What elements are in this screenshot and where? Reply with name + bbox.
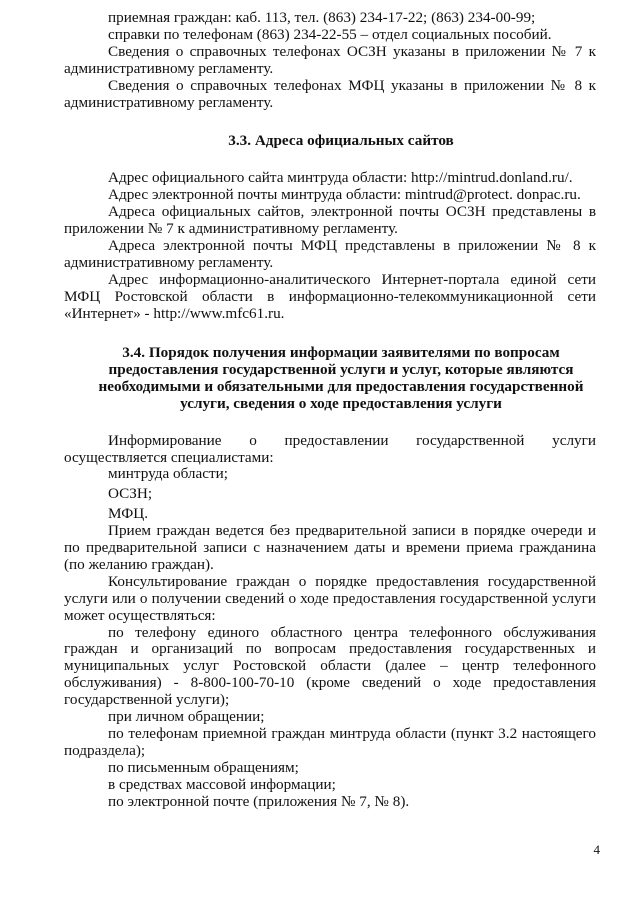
specialist-item-mintrud: минтруда области; — [108, 465, 228, 483]
consult-item-email: по электронной почте (приложения № 7, № 8). — [108, 792, 410, 810]
page-number: 4 — [593, 842, 600, 857]
mfc-email-paragraph: Адреса электронной почты МФЦ представлены в приложении № 8 к административному регламенту. — [64, 237, 596, 271]
consult-item-personal: при личном обращении; — [108, 708, 265, 726]
inquiries-line: справки по телефонам (863) 234-22-55 – отдел социальных пособий. — [108, 25, 552, 43]
reception-paragraph: Прием граждан ведется без предварительной записи в порядке очереди и по предварительной записи с назначением даты и времени приема гражданина (по желанию граждан). — [64, 522, 596, 573]
specialist-item-oszn: ОСЗН; — [108, 485, 153, 503]
official-site-paragraph: Адрес официального сайта минтруда области: http://mintrud.donland.ru/. — [108, 169, 573, 187]
email-paragraph: Адрес электронной почты минтруда области: mintrud@protect. donpac.ru. — [108, 186, 581, 204]
section-3-4-heading: 3.4. Порядок получения информации заявителями по вопросам предоставления государственной услуги и услуг, которые являются необходимыми и обязательными для предоставления государственной услуги, сведения о ходе предоставления услуги — [98, 343, 584, 412]
reception-line: приемная граждан: каб. 113, тел. (863) 234-17-22; (863) 234-00-99; — [108, 9, 536, 26]
consultation-paragraph: Консультирование граждан о порядке предоставления государственной услуги или о получении сведений о ходе предоставления государственной услуги может осуществляться: — [64, 572, 596, 624]
informing-paragraph: Информирование о предоставлении государственной услуги осуществляется специалистами: — [64, 431, 596, 466]
consult-item-media: в средствах массовой информации; — [108, 775, 336, 793]
specialist-item-mfc: МФЦ. — [108, 505, 149, 523]
oszn-phones-paragraph: Сведения о справочных телефонах ОСЗН указаны в приложении № 7 к административному регламенту. — [64, 42, 596, 77]
page-content — [64, 9, 596, 811]
consult-item-reception-phones: по телефонам приемной граждан минтруда области (пункт 3.2 настоящего подраздела); — [64, 725, 596, 759]
consult-item-written: по письменным обращениям; — [108, 758, 299, 776]
oszn-sites-paragraph: Адреса официальных сайтов, электронной почты ОСЗН представлены в приложении № 7 к административному регламенту. — [64, 203, 596, 238]
portal-paragraph: Адрес информационно-аналитического Интернет-портала единой сети МФЦ Ростовской области в информационно-телекоммуникационной сети «Интернет» - http://www.mfc61.ru. — [64, 270, 596, 322]
section-3-3-heading: 3.3. Адреса официальных сайтов — [228, 132, 454, 150]
mfc-phones-paragraph: Сведения о справочных телефонах МФЦ указаны в приложении № 8 к административному регламенту. — [64, 76, 596, 111]
consult-item-phone-center: по телефону единого областного центра телефонного обслуживания граждан и организаций по вопросам предоставления государственных и муниципальных услуг Ростовской области (далее – центр телефонного обслуживания) - 8-800-100-70-10 (кроме сведений о ходе предоставления государственной услуги); — [64, 623, 596, 709]
